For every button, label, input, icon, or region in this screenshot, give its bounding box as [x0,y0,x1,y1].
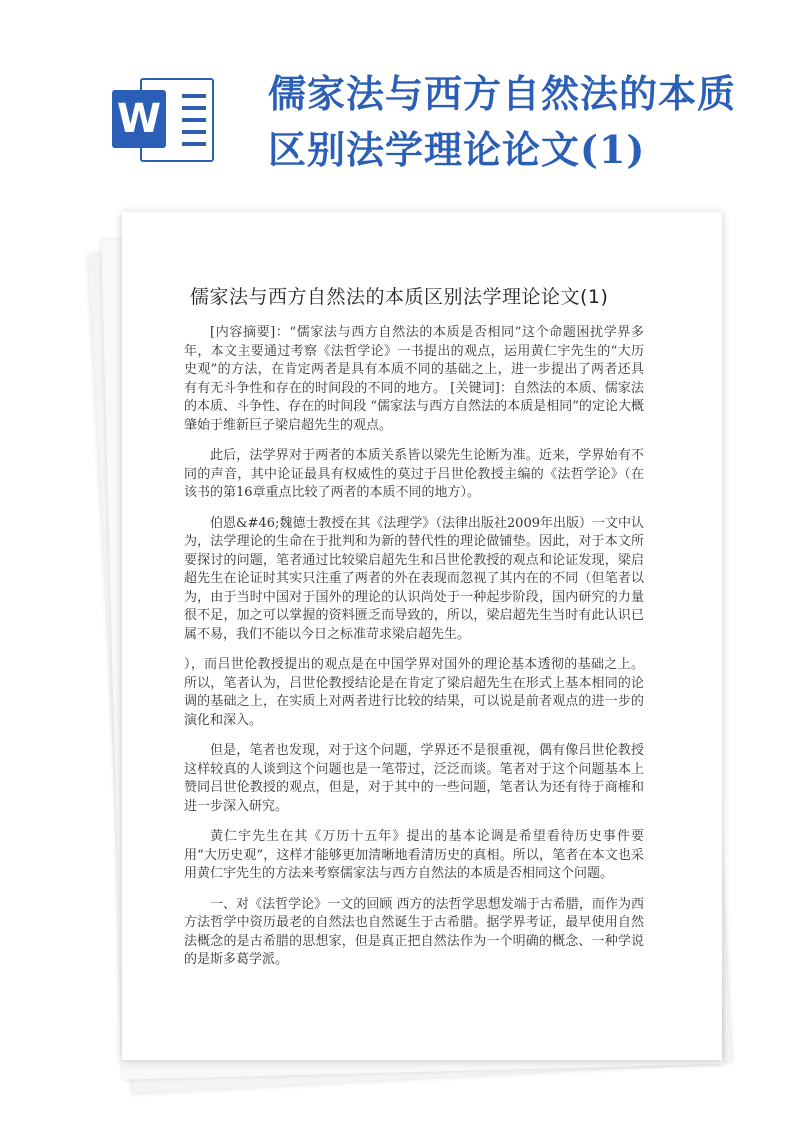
paragraph: 但是，笔者也发现，对于这个问题，学界还不是很重视，偶有像吕世伦教授这样较真的人谈到这个问题也是一笔带过，泛泛而谈。笔者对于这个问题基本上赞同吕世伦教授的观点，但是，对于其中的一些问题，笔者认为还有待于商榷和进一步深入研究。 [184,743,644,814]
word-document-icon [112,72,216,164]
page-title: 儒家法与西方自然法的本质区别法学理论论文(1) [268,71,737,172]
paragraph: 一、对《法哲学论》一文的回顾 西方的法哲学思想发端于古希腊，而作为西方法哲学中资历最老的自然法也自然诞生于古希腊。据学界考证，最早使用自然法概念的是古希腊的思想家，但是真正把自然法作为一个明确的概念、一种学说的是斯多葛学派。 [184,896,644,967]
word-badge: W [112,90,166,148]
document-body [184,324,644,982]
page-header [0,0,800,200]
paragraph: 黄仁宇先生在其《万历十五年》提出的基本论调是希望看待历史事件要用“大历史观”，这样才能够更加清晰地看清历史的真相。所以，笔者在本文也采用黄仁宇先生的方法来考察儒家法与西方自然法的本质是否相同这个问题。 [184,829,644,881]
paragraph: [内容摘要]：“儒家法与西方自然法的本质是否相同”这个命题困扰学界多年，本文主要通过考察《法哲学论》一书提出的观点，运用黄仁宇先生的“大历史观”的方法，在肯定两者是具有本质不同的基础之上，进一步提出了两者还具有有无斗争性和存在的时间段的不同的地方。 [关键词]：自然法的本质、儒家法的本质、斗争性、存在的时间段 “儒家法与西方自然法的本质是相同”的定论大概肇始于维新巨子梁启超先生的观点。 [184,325,644,433]
document-title: 儒家法与西方自然法的本质区别法学理论论文(1) [190,286,609,308]
document-page [122,212,722,1060]
paragraph: ），而吕世伦教授提出的观点是在中国学界对国外的理论基本透彻的基础之上。所以，笔者认为，吕世伦教授结论是在肯定了梁启超先生在形式上基本相同的论调的基础之上，在实质上对两者进行比较的结果，可以说是前者观点的进一步的演化和深入。 [184,657,644,728]
paragraph: 伯恩&#46;魏德士教授在其《法理学》（法律出版社2009年出版）一文中认为，法学理论的生命在于批判和为新的替代性的理论做铺垫。因此，对于本文所要探讨的问题，笔者通过比较梁启超先生和吕世伦教授的观点和论证发现，梁启超先生在论证时其实只注重了两者的外在表现而忽视了其内在的不同（但笔者以为，由于当时中国对于国外的理论的认识尚处于一种起步阶段，国内研究的力量很不足，加之可以掌握的资料匮乏而导致的，所以，梁启超先生当时有此认识已属不易，我们不能以今日之标准苛求梁启超先生。 [184,515,644,642]
paragraph: 此后，法学界对于两者的本质关系皆以梁先生论断为准。近来，学界始有不同的声音，其中论证最具有权威性的莫过于吕世伦教授主编的《法哲学论》（在该书的第16章重点比较了两者的本质不同的地方）。 [184,448,644,500]
